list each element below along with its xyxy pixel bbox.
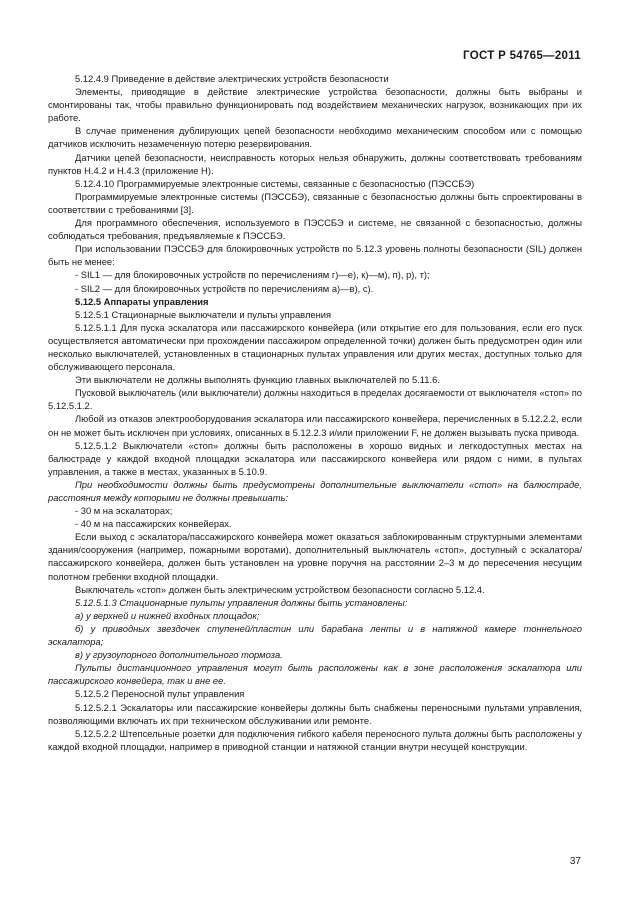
paragraph: При использовании ПЭССБЭ для блокировочных устройств по 5.12.3 уровень полноты безопасности (SIL) должен быть не менее: bbox=[48, 243, 582, 268]
paragraph: Пусковой выключатель (или выключатели) должны находиться в пределах досягаемости от выключателя «стоп» по 5.12.5.1.2. bbox=[48, 387, 582, 412]
section-heading: 5.12.5 Аппараты управления bbox=[75, 295, 209, 307]
paragraph: 5.12.4.10 Программируемые электронные системы, связанные с безопасностью (ПЭССБЭ) bbox=[75, 177, 475, 189]
paragraph: Для программного обеспечения, используемого в ПЭССБЭ и системе, не связанной с безопасностью, должны соблюдаться требования, предъявляемые к ПЭССБЭ. bbox=[48, 217, 582, 242]
list-item: - 40 м на пассажирских конвейерах. bbox=[75, 518, 232, 530]
paragraph: Датчики цепей безопасности, неисправность которых нельзя обнаружить, должны соответствовать требованиям пунктов H.4.2 и H.4.3 (приложение H). bbox=[48, 151, 582, 176]
document-header: ГОСТ Р 54765—2011 bbox=[463, 50, 581, 62]
paragraph: 5.12.5.1.1 Для пуска эскалатора или пассажирского конвейера (или открытие его для пользования, если его пуск осуществляется автоматически при прохождении пассажиром определенной точки) должен быть предусмотрен один или несколько выключателей, установленных в стационарных пультах управления или других местах, доступных только для обслуживающего персонала. bbox=[48, 321, 582, 373]
document-body bbox=[48, 72, 582, 753]
list-item: а) у верхней и нижней входных площадок; bbox=[75, 609, 260, 621]
paragraph: 5.12.5.1 Стационарные выключатели и пульты управления bbox=[75, 308, 332, 320]
paragraph: 5.12.5.2.1 Эскалаторы или пассажирские конвейеры должны быть снабжены переносными пультами управления, позволяющими включать их при техническом обслуживании или ремонте. bbox=[48, 701, 582, 726]
list-item: б) у приводных звездочек ступеней/пластин или барабана ленты и в натяжной камере тоннельного эскалатора; bbox=[48, 622, 582, 648]
paragraph: 5.12.5.2.2 Штепсельные розетки для подключения гибкого кабеля переносного пульта должны быть расположены у каждой входной площадки, например в приводной станции и натяжной станции внутри несущей конструкции. bbox=[48, 727, 582, 752]
paragraph: В случае применения дублирующих цепей безопасности необходимо механическим способом или с помощью датчиков исключить незамеченную потерю резервирования. bbox=[48, 125, 582, 150]
list-item: в) у грузоупорного дополнительного тормоза. bbox=[75, 649, 283, 661]
paragraph: Выключатель «стоп» должен быть электрическим устройством безопасности согласно 5.12.4. bbox=[75, 583, 485, 595]
paragraph: 5.12.5.1.3 Стационарные пульты управления должны быть установлены: bbox=[75, 596, 408, 608]
list-item: - 30 м на эскалаторах; bbox=[75, 505, 173, 517]
paragraph: При необходимости должны быть предусмотрены дополнительные выключатели «стоп» на балюстраде, расстояния между которыми не должны превышать: bbox=[48, 478, 582, 503]
paragraph: Программируемые электронные системы (ПЭССБЭ), связанные с безопасностью должны быть спроектированы в соответствии с требованиями [3]. bbox=[48, 190, 582, 215]
paragraph: Элементы, приводящие в действие электрические устройства безопасности, должны быть выбраны и смонтированы так, чтобы правильно функционировать под воздействием механических нагрузок, возникающих при их работе. bbox=[48, 86, 582, 124]
list-item: - SIL1 — для блокировочных устройств по перечислениям г)—е), к)—м), п), р), т); bbox=[75, 269, 430, 281]
paragraph: Пульты дистанционного управления могут быть расположены как в зоне расположения эскалатора или пассажирского конвейера, так и вне ее. bbox=[48, 662, 582, 687]
list-item: - SIL2 — для блокировочных устройств по перечислениям а)—в), с). bbox=[75, 282, 374, 294]
paragraph: Если выход с эскалатора/пассажирского конвейера может оказаться заблокированным структурными элементами здания/сооружения (например, пожарными воротами), дополнительный выключатель «стоп», доступный с эскалатора/пассажирского конвейера, должен быть установлен на уровне поручня на расстоянии 2–3 м до пересечения несущим полотном гребенки входной площадки. bbox=[48, 531, 582, 582]
paragraph: 5.12.4.9 Приведение в действие электрических устройств безопасности bbox=[75, 73, 389, 84]
paragraph: Любой из отказов электрооборудования эскалатора или пассажирского конвейера, перечисленных в 5.12.2.2, если он не может быть исключен при условиях, описанных в 5.12.2.3 и/или приложении F, не должен вызывать пуска привода. bbox=[48, 413, 582, 438]
paragraph: 5.12.5.1.2 Выключатели «стоп» должны быть расположены в хорошо видных и легкодоступных местах на балюстраде у каждой входной площадки эскалатора или пассажирского конвейера или рядом с ними, в пультах управления, а также в местах, указанных в 5.10.9. bbox=[48, 439, 582, 477]
page-number: 37 bbox=[569, 856, 581, 867]
paragraph: 5.12.5.2 Переносной пульт управления bbox=[75, 688, 245, 700]
paragraph: Эти выключатели не должны выполнять функцию главных выключателей по 5.11.6. bbox=[75, 374, 440, 386]
